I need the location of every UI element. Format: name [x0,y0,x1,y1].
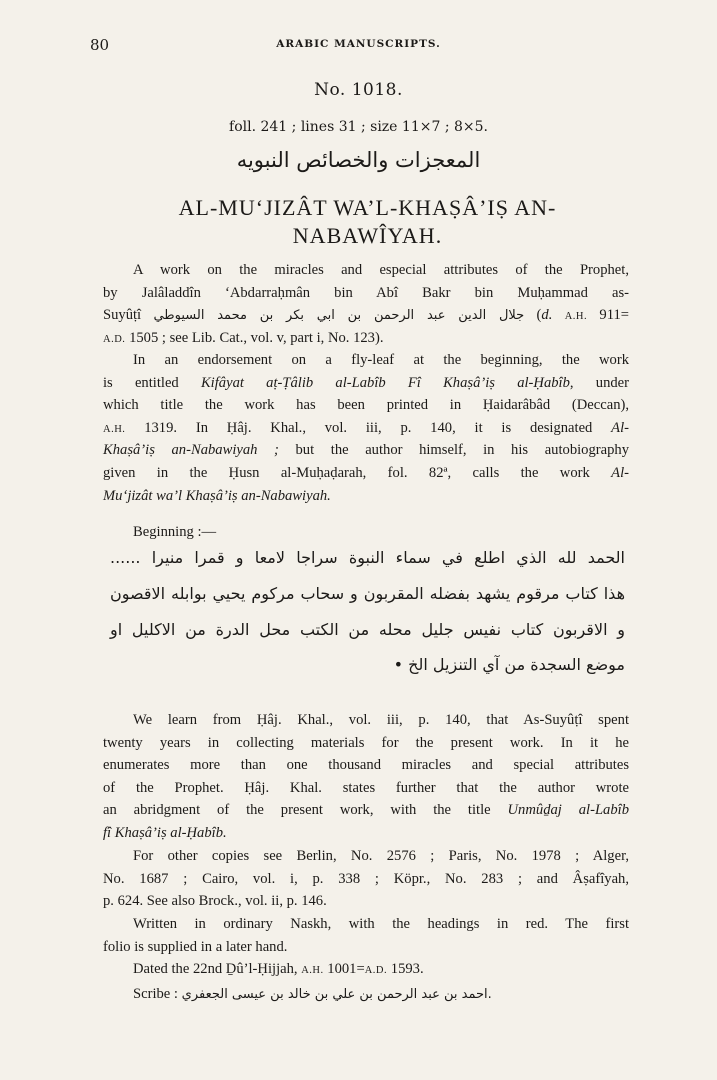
arabic-text-segment: جلال الدين عبد الرحمن بن ابي بكر بن محمد السيوطي [153,308,525,324]
text-line [103,799,629,822]
paragraph-description [103,259,629,349]
arabic-line: و الاقربون كتاب نفيس جليل محله من الكتب محل الدرة من الاكليل او [110,620,625,639]
text-segment: , under [569,374,630,391]
text-segment: an abridgment of the present work, with the title [103,802,508,819]
text-line [103,732,629,755]
paragraph-endorsement [103,349,629,507]
text-segment: Dated the 22nd Ḏû’l-Ḥijjah, [133,961,302,977]
text-segment: A.H. [564,311,588,323]
text-segment: 1319. In Ḥâj. Khal., vol. iii, p. 140, it is designated [125,419,612,436]
text-segment: We learn from Ḥâj. Khal., vol. iii, p. 140, that As-Suyûṭî spent [133,712,629,728]
text-line [103,983,629,1006]
text-segment: A work on the miracles and especial attributes of the Prophet, [133,262,629,278]
arabic-line: الحمد لله الذي اطلع في سماء النبوة سراجا لامعا و قمرا منيرا ...... [110,548,625,567]
text-line [103,958,629,981]
text-segment: A.D. [364,965,388,976]
page-number: 80 [90,36,110,54]
entry-title [100,194,635,250]
text-line [103,259,629,282]
text-line [103,822,629,845]
text-segment: Scribe : [133,986,182,1002]
text-segment: For other copies see Berlin, No. 2576 ; Paris, No. 1978 ; Alger, [133,848,629,864]
text-segment: which title the work has been printed in Ḥaidarâbâd (Deccan), [103,397,629,414]
text-segment: In an endorsement on a fly-leaf at the beginning, the work [133,352,629,368]
text-line [103,304,629,327]
text-segment: Unmûḏaj al-Labîb [507,802,630,819]
text-segment: 1505 ; see Lib. Cat., vol. v, part i, No. 123). [125,329,384,346]
text-segment: A.H. [301,965,324,976]
paragraph-copies [103,845,629,913]
text-line [103,417,629,440]
text-segment: ( [524,307,542,324]
paragraph-date [103,958,629,981]
text-segment: is entitled [103,374,201,391]
text-segment: Khaṣâ’iṣ an-Nabawiyah ; [103,442,279,459]
text-segment: A.H. [103,423,126,435]
arabic-text-segment: احمد بن عبد الرحمن بن علي بن خالد بن عيسى الجعفري. [181,987,492,1002]
text-segment [552,307,564,323]
text-segment: Written in ordinary Naskh, with the headings in red. The first [133,916,629,932]
text-line [103,485,629,508]
text-segment: p. 624. See also Brock., vol. ii, p. 146. [103,893,327,910]
text-line [103,777,629,800]
text-line [103,936,629,959]
text-segment: No. 1687 ; Cairo, vol. i, p. 338 ; Köpr., No. 283 ; and Âṣafîyah, [103,870,629,887]
text-line [103,754,629,777]
text-line [103,372,629,395]
arabic-title: المعجزات والخصائص النبويه [236,148,481,172]
text-segment: Kifâyat aṭ-Ṭâlib al-Labîb Fî Khaṣâ’iṣ al-Ḥabîb [200,374,570,391]
text-segment: by Jalâladdîn ‘Abdarraḥmân bin Abî Bakr bin Muḥammad as- [103,284,629,301]
text-segment: A.D. [103,333,126,345]
entry-details: foll. 241 ; lines 31 ; size 11×7 ; 8×5. [229,119,488,135]
text-segment: 911= [587,307,630,324]
paragraph-script [103,913,629,958]
text-line [103,913,629,936]
beginning-label: Beginning :— [133,524,217,540]
text-segment: folio is supplied in a later hand. [103,938,288,955]
text-segment: given in the Ḥusn al-Muḥaḍarah, fol. 82ª, calls the work [103,464,612,481]
text-segment: Mu‘jizât wa’l Khaṣâ’iṣ an-Nabawiyah. [103,487,331,504]
paragraph-notes [103,709,629,845]
text-segment: of the Prophet. Ḥâj. Khal. states further that the author wrote [103,779,629,796]
text-line [103,349,629,372]
text-segment: but the author himself, in his autobiography [278,442,629,459]
text-line [103,462,629,485]
running-head: ARABIC MANUSCRIPTS. [276,38,441,50]
text-line [103,327,629,350]
arabic-line: موضع السجدة من آي التنزيل الخ • [393,655,625,674]
text-line [103,868,629,891]
text-line [103,890,629,913]
text-segment: enumerates more than one thousand miracles and special attributes [103,757,629,774]
entry-number: No. 1018. [314,80,403,100]
text-line [103,439,629,462]
text-segment: Al- [611,464,629,481]
paragraph-scribe [103,983,629,1006]
title-line: AL-MU‘JIZÂT WA’L-KHAṢÂ’IṢ AN- [178,195,557,220]
text-segment: 1001= [323,961,365,977]
text-line [103,709,629,732]
text-segment: Suyûṭî [103,307,154,324]
text-segment: twenty years in collecting materials for the present work. In it he [103,734,629,751]
text-line [103,282,629,305]
arabic-line: هذا كتاب مرقوم يشهد بفضله المقربون و سحاب مركوم يحيي بوابله الاقصون [110,584,625,603]
beginning-label-block [103,521,629,544]
text-segment: Al- [611,419,629,436]
text-line [103,845,629,868]
text-segment: 1593. [387,961,424,977]
title-line: NABAWÎYAH. [292,223,443,248]
text-segment: fî Khaṣâ’iṣ al-Ḥabîb. [103,824,227,841]
text-segment: d. [541,307,553,324]
text-line [103,394,629,417]
